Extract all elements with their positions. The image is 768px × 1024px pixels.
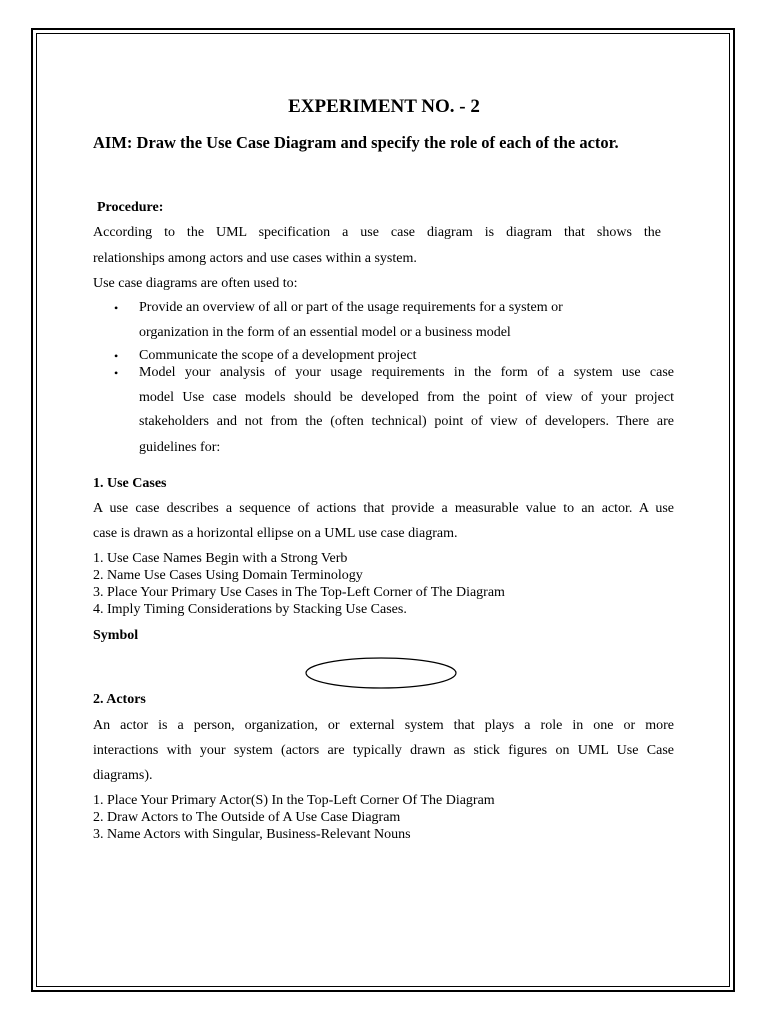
use-case-ellipse-symbol bbox=[304, 656, 458, 690]
symbol-label: Symbol bbox=[93, 628, 139, 643]
actors-desc-line-2: interactions with your system (actors are typically drawn as stick figures on UML Use Case bbox=[93, 743, 674, 758]
actor-guideline-1: 1. Place Your Primary Actor(S) In the Top-Left Corner Of The Diagram bbox=[93, 793, 495, 808]
bullet-2-line-1: Communicate the scope of a development project bbox=[139, 348, 417, 363]
use-case-guideline-3: 3. Place Your Primary Use Cases in The Top-Left Corner of The Diagram bbox=[93, 585, 505, 600]
bullet-3-line-1: Model your analysis of your usage requirements in the form of a system use case bbox=[139, 365, 674, 380]
actors-heading: 2. Actors bbox=[93, 692, 146, 707]
use-case-guideline-4: 4. Imply Timing Considerations by Stacking Use Cases. bbox=[93, 602, 407, 617]
bullet-marker: • bbox=[114, 301, 119, 315]
page-title: EXPERIMENT NO. - 2 bbox=[288, 96, 480, 117]
actors-desc-line-1: An actor is a person, organization, or external system that plays a role in one or more bbox=[93, 718, 674, 733]
bullet-1-line-2: organization in the form of an essential model or a business model bbox=[139, 325, 511, 340]
use-case-guideline-1: 1. Use Case Names Begin with a Strong Verb bbox=[93, 551, 348, 566]
bullet-marker: • bbox=[114, 349, 119, 363]
actor-guideline-3: 3. Name Actors with Singular, Business-Relevant Nouns bbox=[93, 827, 411, 842]
intro-line-1: According to the UML specification a use case diagram is diagram that shows the bbox=[93, 225, 661, 240]
actor-guideline-2: 2. Draw Actors to The Outside of A Use Case Diagram bbox=[93, 810, 401, 825]
aim-statement: AIM: Draw the Use Case Diagram and specify the role of each of the actor. bbox=[93, 133, 619, 152]
bullet-1-line-1: Provide an overview of all or part of the usage requirements for a system or bbox=[139, 300, 563, 315]
bullet-3-line-2: model Use case models should be developed from the point of view of your project bbox=[139, 390, 674, 405]
use-cases-heading: 1. Use Cases bbox=[93, 476, 167, 491]
bullet-marker: • bbox=[114, 366, 119, 380]
bullet-3-line-4: guidelines for: bbox=[139, 440, 221, 455]
use-cases-desc-line-1: A use case describes a sequence of actions that provide a measurable value to an actor. A use bbox=[93, 501, 674, 516]
procedure-heading: Procedure: bbox=[97, 200, 164, 215]
bullet-3-line-3: stakeholders and not from the (often technical) point of view of developers. There are bbox=[139, 414, 674, 429]
use-cases-desc-line-2: case is drawn as a horizontal ellipse on a UML use case diagram. bbox=[93, 526, 458, 541]
intro-line-2: relationships among actors and use cases within a system. bbox=[93, 251, 417, 266]
use-case-guideline-2: 2. Name Use Cases Using Domain Terminology bbox=[93, 568, 363, 583]
actors-desc-line-3: diagrams). bbox=[93, 768, 153, 783]
intro-line-3: Use case diagrams are often used to: bbox=[93, 276, 298, 291]
